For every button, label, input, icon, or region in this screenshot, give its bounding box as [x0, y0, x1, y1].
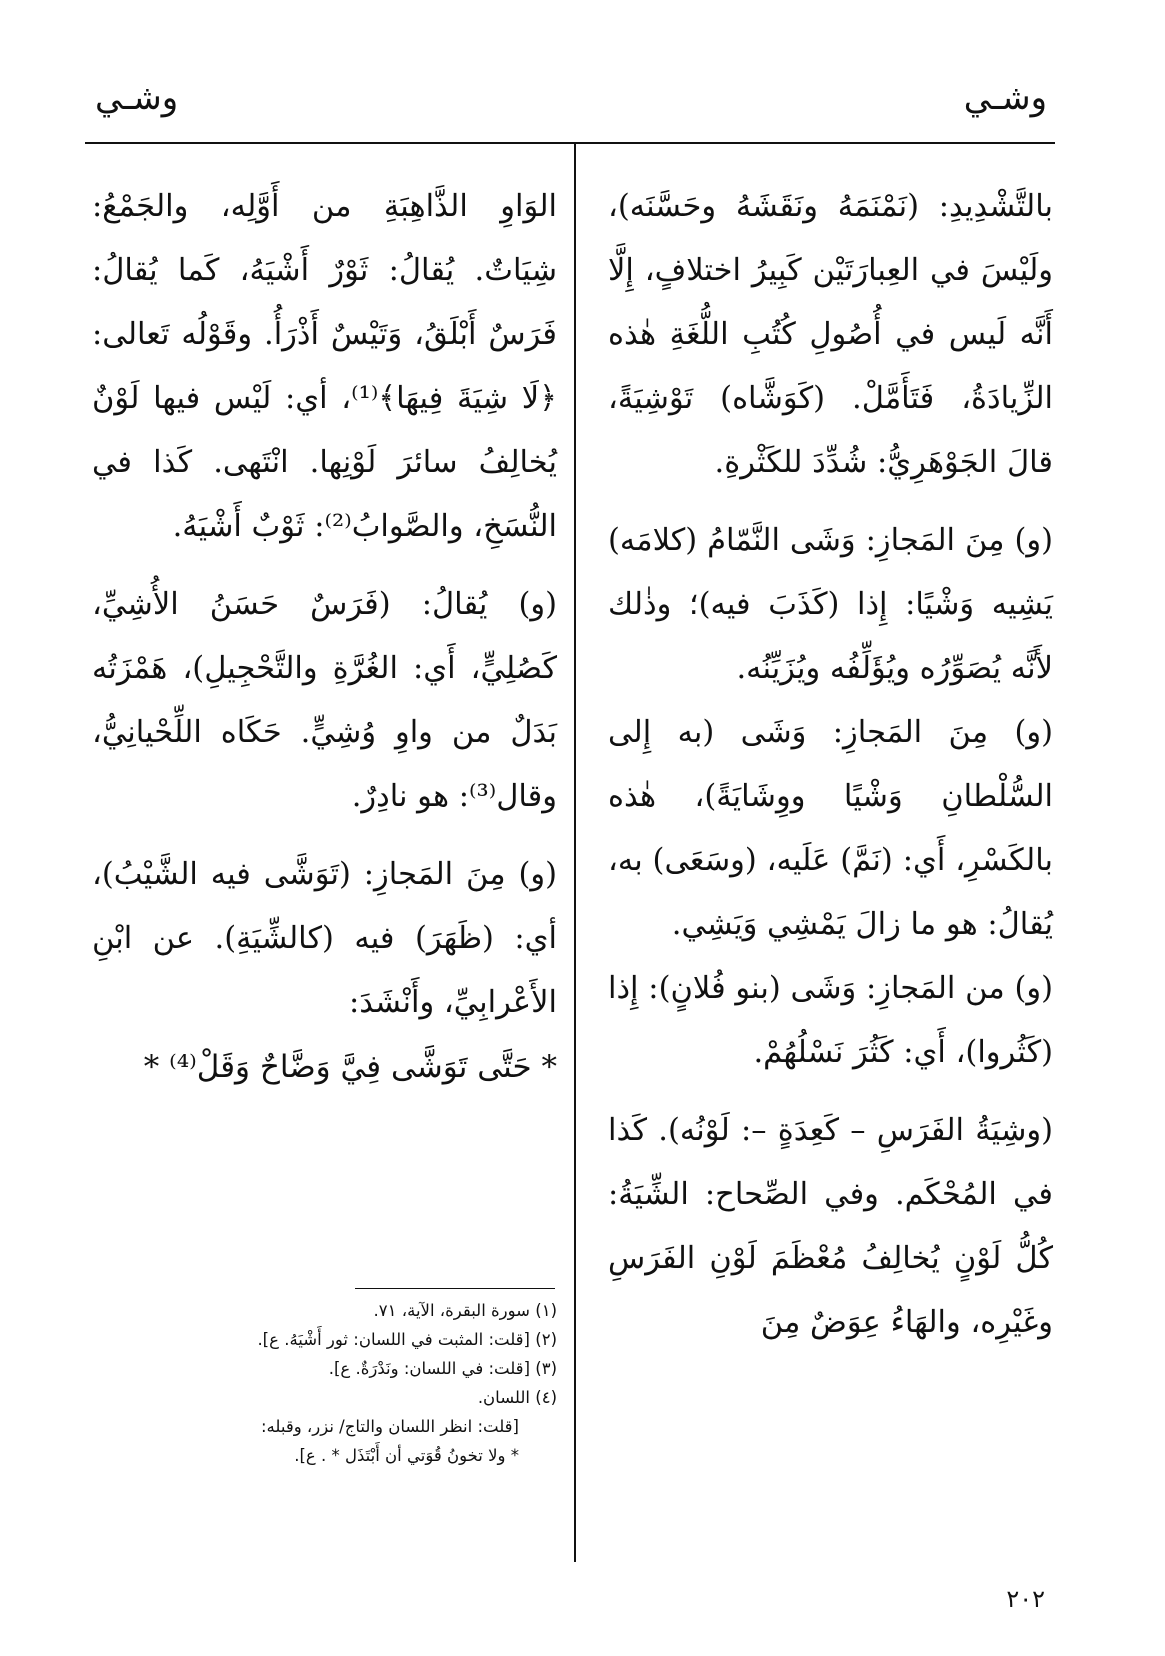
footnote: (١) سورة البقرة، الآية، ٧١.	[373, 1301, 557, 1320]
paragraph: (و) مِنَ المَجازِ: وَشَى (به إِلى السُّلْطانِ وَشْيًا ووِشَايَةً)، هٰذه بالكَسْرِ، أَي: (نَمَّ) عَلَيه، (وسَعَى) به، يُقالُ: هو ما زالَ يَمْشِي وَيَشِي.	[608, 715, 1053, 942]
paragraph: (و) مِنَ المَجازِ: وَشَى النَّمّامُ (كلامَه) يَشِيه وَشْيًا: إِذا (كَذَبَ فيه)؛ وذٰلك لأَنَّه يُصَوِّرُه ويُؤَلِّفُه ويُزَيِّنُه.	[608, 523, 1053, 686]
paragraph: الوَاوِ الذَّاهِبَةِ من أَوَّلِه، والجَمْعُ: شِيَاتٌ. يُقالُ: ثَوْرٌ أَشْيَهُ، كَما يُقالُ: فَرَسٌ أَبْلَقُ، وَتَيْسٌ أَذْرَأُ. وقَوْلُه تَعالى: ﴿لَا شِيَةَ فِيهَا﴾⁽¹⁾، أي: لَيْس فيها لَوْنٌ يُخالِفُ سائرَ لَوْنِها. انْتَهى. كَذا في النُّسَخِ، والصَّوابُ⁽²⁾: ثَوْبٌ أَشْيَهُ.	[92, 189, 558, 544]
running-head-left: وشـي	[95, 78, 179, 118]
paragraph: (و) مِنَ المَجازِ: (تَوَشَّى فيه الشَّيْبُ)، أي: (ظَهَرَ) فيه (كالشِّيَةِ). عن ابْنِ الأَعْرابِيِّ، وأَنْشَدَ:	[92, 857, 557, 1020]
paragraph: (و) يُقالُ: (فَرَسٌ حَسَنُ الأُشِيِّ، كَصُلِيٍّ، أَي: الغُرَّةِ والتَّحْجِيلِ)، هَمْزَتُه بَدَلٌ من واوِ وُشِيٍّ. حَكَاه اللِّحْيانِيُّ، وقال⁽³⁾: هو نادِرٌ.	[92, 587, 557, 814]
footnote-rule	[355, 1288, 555, 1289]
footnote: (٤) اللسان.	[477, 1388, 557, 1407]
paragraph: بالتَّشْدِيدِ: (نَمْنَمَهُ ونَقَشَهُ وحَسَّنَه)، ولَيْسَ في العِبارَتَيْن كَبِيرُ اختلافٍ، إِلَّا أَنَّه لَيس في أُصُولِ كُتُبِ اللُّغَةِ هٰذه الزِّيادَةُ، فَتَأَمَّلْ. (كَوَشَّاه) تَوْشِيَةً، قالَ الجَوْهَرِيُّ: شُدِّدَ للكَثْرةِ.	[608, 189, 1053, 480]
footnotes	[87, 1296, 557, 1470]
paragraph: (و) من المَجازِ: وَشَى (بنو فُلانٍ): إِذا (كَثُروا)، أَي: كَثُرَ نَسْلُهُمْ.	[608, 971, 1053, 1070]
right-column	[608, 175, 1053, 1355]
verse-line: * حَتَّى تَوَشَّى فِيَّ وَضَّاحٌ وَقَلْ⁽⁴⁾ *	[143, 1049, 557, 1085]
column-divider	[574, 144, 576, 1562]
paragraph: (وشِيَةُ الفَرَسِ – كَعِدَةٍ –: لَوْنُه). كَذا في المُحْكَم. وفي الصِّحاح: الشِّيَةُ: كُلُّ لَوْنٍ يُخالِفُ مُعْظَمَ لَوْنِ الفَرَسِ وغَيْرِه، والهَاءُ عِوَضٌ مِنَ	[608, 1113, 1053, 1340]
footnote: (٣) [قلت: في اللسان: ونَدْرَةٌ. ع].	[328, 1359, 557, 1378]
footnote-continuation: [قلت: انظر اللسان والتاج/ نزر، وقبله:	[260, 1417, 519, 1436]
page-number: ٢٠٢	[1006, 1585, 1045, 1613]
footnote-continuation: * ولا تخونُ قُوَتي أن أَبْتَذَل * . ع].	[294, 1446, 519, 1465]
header-rule	[85, 142, 1055, 144]
running-head-right: وشـي	[963, 78, 1047, 118]
footnote: (٢) [قلت: المثبت في اللسان: ثور أَشْيَهُ. ع].	[257, 1330, 557, 1349]
left-column	[92, 175, 557, 1099]
